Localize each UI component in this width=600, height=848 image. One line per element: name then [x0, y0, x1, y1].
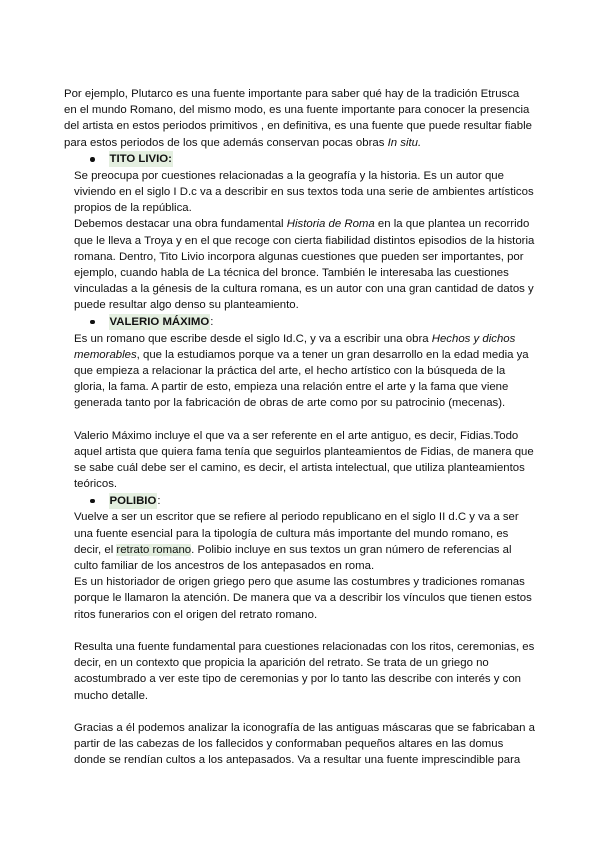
text-line: gloria, la fama. A partir de esto, empieza una relación entre el arte y la fama que viene	[74, 381, 509, 394]
heading-colon: :	[210, 316, 214, 329]
text-line: Resulta una fuente fundamental para cuestiones relacionadas con los ritos, ceremonias, es	[74, 640, 535, 653]
text-line: para estos periodos de los que además conservan pocas obras	[64, 136, 388, 149]
text-line: Por ejemplo, Plutarco es una fuente importante para saber qué hay de la tradición Etrusca	[64, 88, 520, 100]
bullet-tito-livio	[64, 151, 560, 168]
text-line: que le lleva a Troya y en el que recoge con cierta fiabilidad distintos episodios de la historia	[74, 234, 535, 247]
bullet-dot-icon	[90, 320, 95, 325]
text-line: acostumbrado a ver este tipo de ceremonias y por lo tanto las describe con interés y con	[74, 673, 522, 686]
text-line: teóricos.	[74, 478, 118, 491]
paragraph-gap	[64, 412, 560, 428]
polibio-paragraph-1	[64, 509, 560, 622]
italic-text: In situ.	[387, 136, 422, 149]
text-line: vinculadas a la génesis de la cultura romana, es un autor con una gran cantidad de datos y	[74, 283, 534, 296]
text-line: Valerio Máximo incluye el que va a ser referente en el arte antiguo, es decir, Fidias.Todo	[74, 429, 519, 442]
text-line: decir, en un contexto que propicia la aparición del retrato. Se trata de un griego no	[74, 657, 489, 670]
text-line: . Polibio incluye en sus textos un gran número de referencias al	[191, 543, 512, 556]
polibio-paragraph-3	[64, 639, 560, 704]
bullet-dot-icon	[90, 157, 95, 162]
text-line: ejemplo, cuando habla de La técnica del bronce. También le interesaba las cuestiones	[74, 267, 509, 280]
tito-paragraph-2	[64, 216, 560, 313]
text-line: Vuelve a ser un escritor que se refiere al periodo republicano en el siglo II d.C y va a ser	[74, 511, 519, 524]
section-heading: TITO LIVIO:	[109, 151, 173, 167]
bullet-polibio	[64, 492, 560, 509]
text-line: generada tanto por la fabricación de obras de arte como por su patrocinio (mecenas).	[74, 397, 506, 410]
text-line: puede resultar algo denso su planteamiento.	[74, 299, 299, 312]
text-line: del artista en estos periodos primitivos , en definitiva, es una fuente que puede resultar fiable	[64, 120, 532, 133]
italic-text: Historia de Roma	[286, 218, 375, 231]
text-line: culto familiar de los ancestros de los antepasados en roma.	[74, 560, 375, 573]
section-heading: POLIBIO	[109, 493, 158, 509]
paragraph-gap	[64, 704, 560, 720]
italic-text: memorables	[74, 348, 137, 361]
valerio-paragraph-2	[64, 428, 560, 493]
paragraph-gap	[64, 623, 560, 639]
text-line: Es un historiador de origen griego pero que asume las costumbres y tradiciones romanas	[74, 576, 525, 589]
text-line: partir de las cabezas de los fallecidos y conformaban pequeños altares en las domus	[74, 737, 504, 750]
text-line: se sabe cuál debe ser el camino, es decir, el artista intelectual, que utiliza planteamientos	[74, 462, 525, 475]
text-line: Gracias a él podemos analizar la iconografía de las antiguas máscaras que se fabricaban a	[74, 721, 535, 734]
section-heading: VALERIO MÁXIMO	[109, 314, 211, 330]
text-line: porque le llamaron la atención. De manera que va a describir los vínculos que tienen estos	[74, 592, 532, 605]
text-line: donde se rendían cultos a los antepasados. Va a resultar una fuente imprescindible para	[74, 754, 521, 767]
highlighted-term: retrato romano	[116, 543, 192, 556]
tito-paragraph-1	[64, 168, 560, 217]
text-line: romana. Dentro, Tito Livio incorpora algunas cuestiones que pueden ser importantes, por	[74, 250, 524, 263]
text-line: Debemos destacar una obra fundamental	[74, 218, 287, 231]
text-line: Se preocupa por cuestiones relacionadas a la geografía y la historia. Es un autor que	[74, 169, 504, 182]
heading-colon: :	[157, 494, 161, 507]
italic-text: Hechos y dichos	[431, 332, 516, 345]
text-line: mucho detalle.	[74, 689, 149, 702]
polibio-paragraph-4	[64, 720, 560, 769]
bullet-valerio-maximo	[64, 314, 560, 331]
text-line: , que la estudiamos porque va a tener un gran desarrollo en la edad media ya	[136, 348, 529, 361]
text-line: en la que plantea un recorrido	[374, 218, 530, 231]
text-line: en el mundo Romano, del mismo modo, es una fuente importante para conocer la presencia	[64, 104, 530, 117]
text-line: decir, el	[74, 543, 117, 556]
text-line: que empieza a relacionar la práctica del arte, el hecho artístico con la búsqueda de la	[74, 365, 506, 378]
text-line: viviendo en el siglo I D.c va a describir en sus textos toda una serie de ambientes artísticos	[74, 186, 534, 199]
text-line: ritos funerarios con el origen del retrato romano.	[74, 608, 318, 621]
text-line: propios de la república.	[74, 202, 192, 215]
valerio-paragraph-1	[64, 331, 560, 412]
text-line: aquel artista que quiera fama tenía que seguirlos planteamientos de Fidias, de manera que	[74, 445, 534, 458]
intro-paragraph	[64, 86, 560, 151]
bullet-dot-icon	[90, 499, 95, 504]
text-line: una fuente esencial para la tipología de cultura más importante del mundo romano, es	[74, 527, 509, 540]
text-line: Es un romano que escribe desde el siglo Id.C, y va a escribir una obra	[74, 332, 432, 345]
